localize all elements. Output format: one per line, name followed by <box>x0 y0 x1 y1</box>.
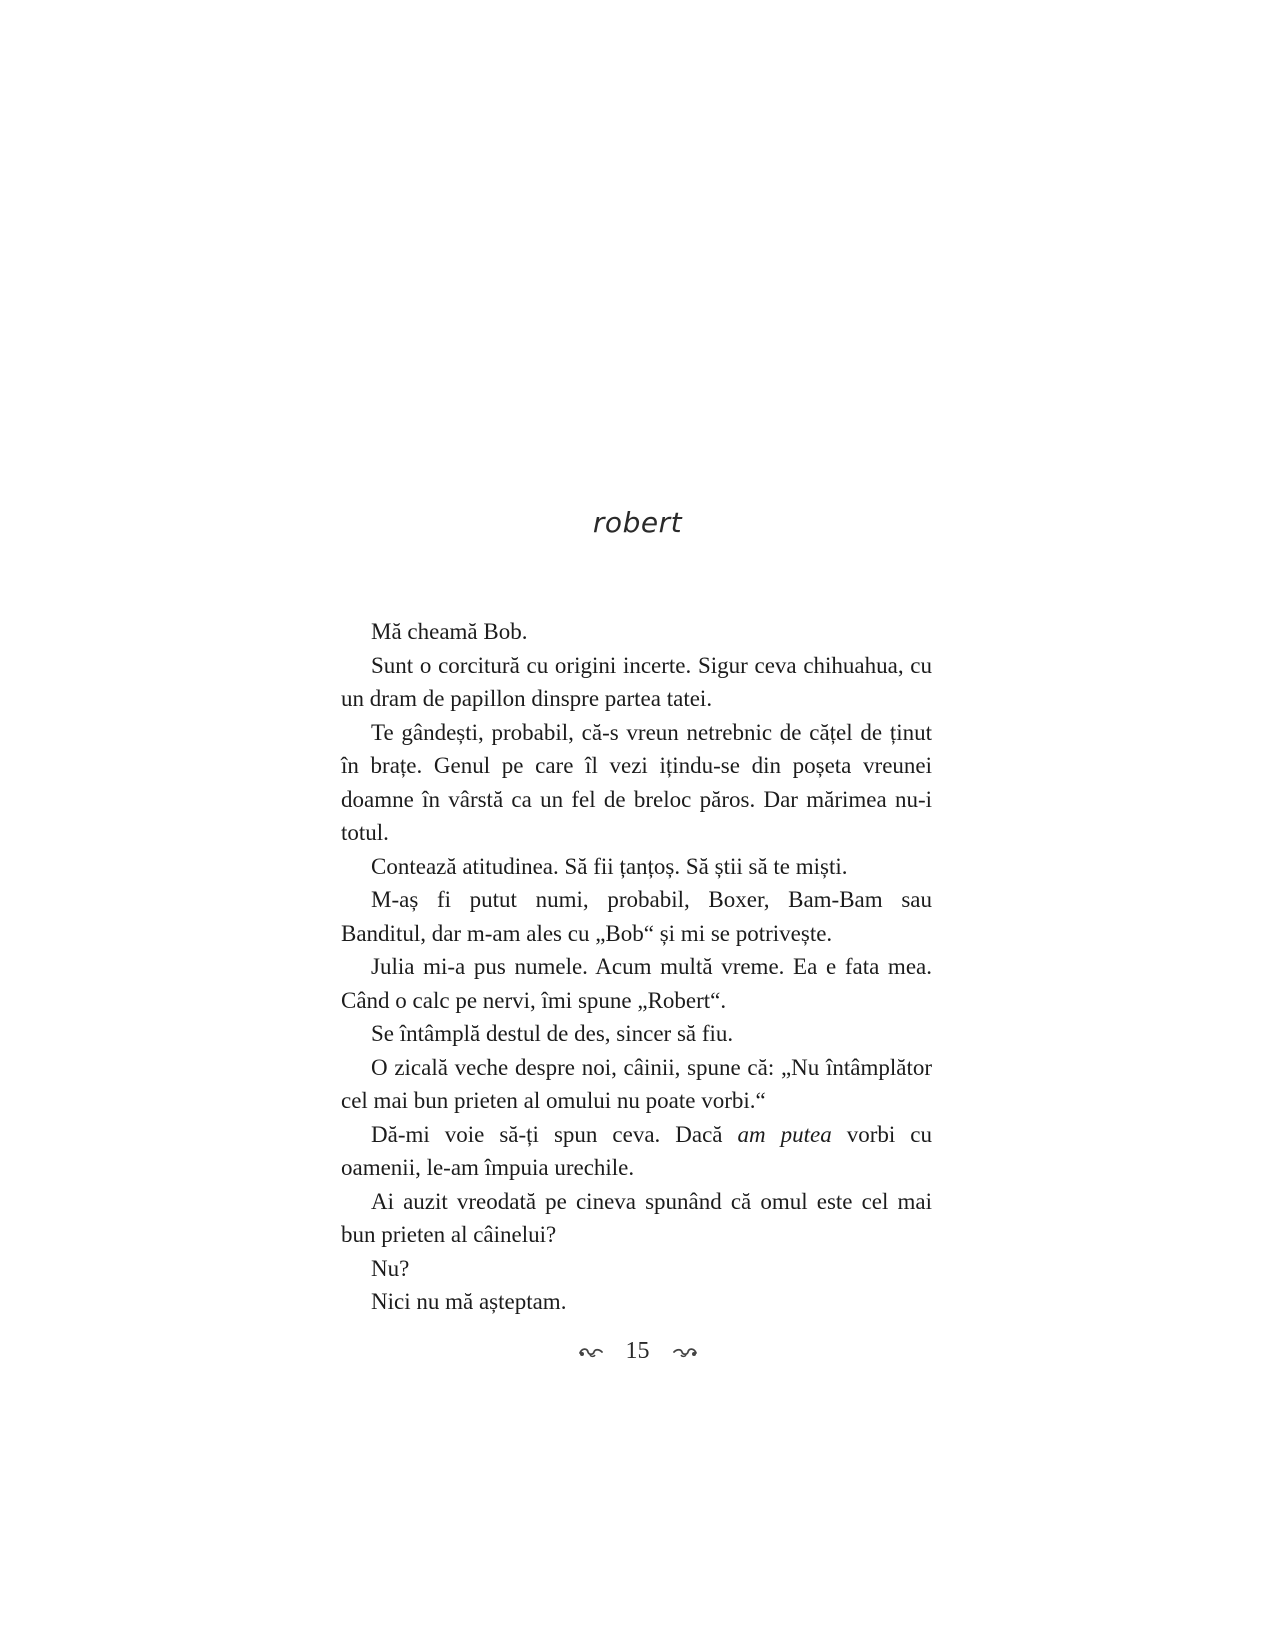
paragraph: Sunt o corcitură cu origini incerte. Sigur ceva chihuahua, cu un dram de papillon dinspre partea tatei. <box>341 652 932 711</box>
emphasized-phrase: am putea <box>737 1121 832 1147</box>
paragraph <box>341 1118 932 1185</box>
paragraph: Nici nu mă așteptam. <box>371 1289 567 1314</box>
paragraph: Te gândești, probabil, că-s vreun netrebnic de cățel de ținut în brațe. Genul pe care îl vezi ițindu-se din poșeta vreunei doamne în vârstă ca un fel de breloc păros. Dar mărimea nu-i totul. <box>341 719 932 845</box>
paragraph: Se întâmplă destul de des, sincer să fiu. <box>371 1021 734 1046</box>
paragraph: O zicală veche despre noi, câinii, spune că: „Nu întâmplător cel mai bun prieten al omului nu poate vorbi.“ <box>341 1054 932 1113</box>
paragraph: M-aș fi putut numi, probabil, Boxer, Bam-Bam sau Banditul, dar m-am ales cu „Bob“ și mi se potrivește. <box>341 887 932 946</box>
paragraph-text-end: vorbi cu oamenii, le-am împuia urechile. <box>341 1121 932 1180</box>
paragraph: Mă cheamă Bob. <box>371 619 528 644</box>
fleuron-left-icon <box>578 1345 604 1359</box>
page-number: 15 <box>625 1338 650 1364</box>
paragraph: Nu? <box>371 1255 410 1281</box>
paragraph: Contează atitudinea. Să fii țanțoș. Să știi să te miști. <box>371 853 848 879</box>
paragraph: Ai auzit vreodată pe cineva spunând că omul este cel mai bun prieten al câinelui? <box>341 1188 932 1247</box>
paragraph: Julia mi-a pus numele. Acum multă vreme. Ea e fata mea. Când o calc pe nervi, îmi spune „Robert“. <box>341 954 932 1013</box>
paragraph-text-start: Dă-mi voie să-ți spun ceva. Dacă <box>371 1121 738 1147</box>
page-footer <box>0 1338 1275 1365</box>
fleuron-right-icon <box>672 1345 698 1359</box>
chapter-body <box>341 615 932 1319</box>
chapter-title: robert <box>592 506 683 539</box>
